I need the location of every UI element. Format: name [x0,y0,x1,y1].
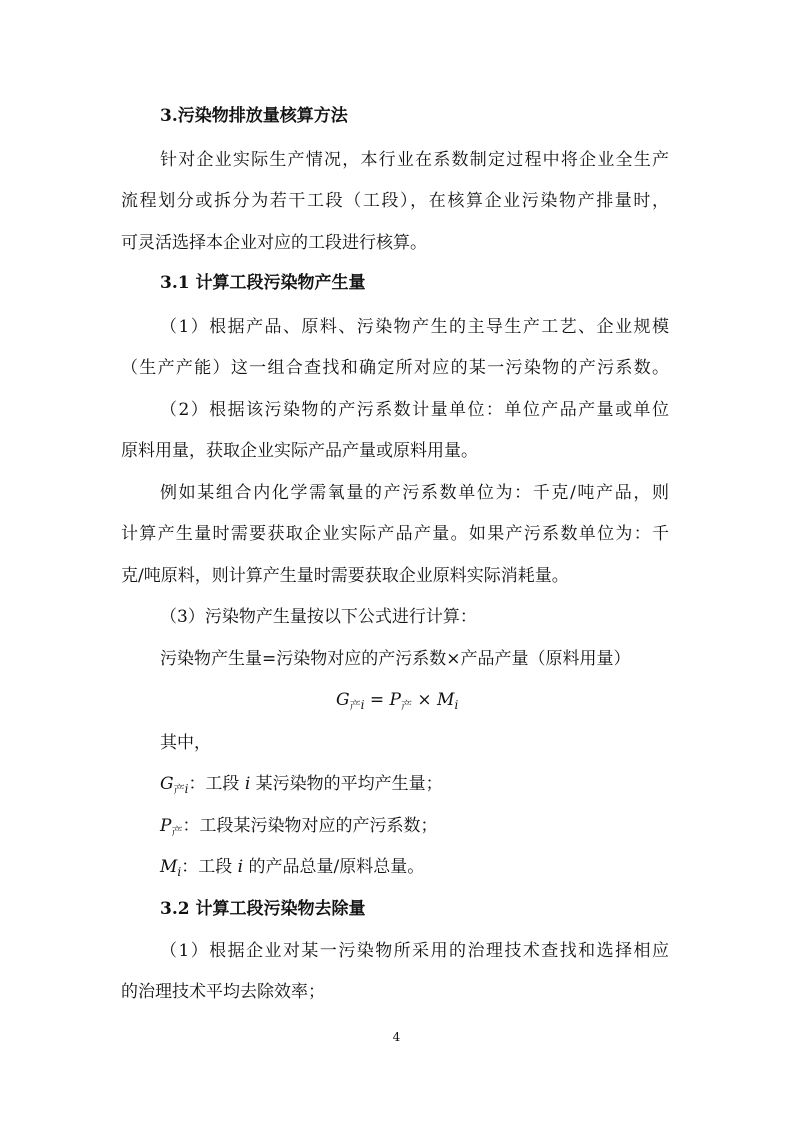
item-1-line: （生产产能）这一组合查找和确定所对应的某一污染物的产污系数。 [121,358,669,378]
paragraph-line: 可灵活选择本企业对应的工段进行核算。 [121,233,427,253]
where-label: 其中， [160,733,211,753]
section-3-heading: 3.污染物排放量核算方法 [160,106,348,126]
formula-equation: $G_{产i} = P_产 \times M_i$ [336,690,459,712]
definition-g: $G_{产i}$：工段 i 某污染物的平均产生量； [160,774,443,796]
item-1-line: 的治理技术平均去除效率； [121,982,325,1002]
item-2-line: 原料用量，获取企业实际产品产量或原料用量。 [121,441,478,461]
formula-text: 污染物产生量=污染物对应的产污系数×产品产量（原料用量） [160,649,631,669]
section-3-1-heading: 3.1 计算工段污染物产生量 [160,273,366,293]
item-1-line: （1）根据产品、原料、污染物产生的主导生产工艺、企业规模 [160,317,669,337]
example-line: 例如某组合内化学需氧量的产污系数单位为：千克/吨产品，则 [160,483,669,503]
example-line: 计算产生量时需要获取企业实际产品产量。如果产污系数单位为：千 [121,524,669,544]
definition-p: $P_产$：工段某污染物对应的产污系数； [160,816,438,838]
definition-m: $M_i$：工段 i 的产品总量/原料总量。 [160,857,425,879]
page-number: 4 [392,1030,401,1044]
example-line: 克/吨原料，则计算产生量时需要获取企业原料实际消耗量。 [121,566,569,586]
item-1-line: （1）根据企业对某一污染物所采用的治理技术查找和选择相应 [160,941,669,961]
paragraph-line: 针对企业实际生产情况，本行业在系数制定过程中将企业全生产 [160,150,669,170]
item-3-line: （3）污染物产生量按以下公式进行计算： [160,607,477,627]
item-2-line: （2）根据该污染物的产污系数计量单位：单位产品产量或单位 [160,400,669,420]
section-3-2-heading: 3.2 计算工段污染物去除量 [160,899,366,919]
paragraph-line: 流程划分或拆分为若干工段（工段），在核算企业污染物产排量时， [121,191,669,211]
